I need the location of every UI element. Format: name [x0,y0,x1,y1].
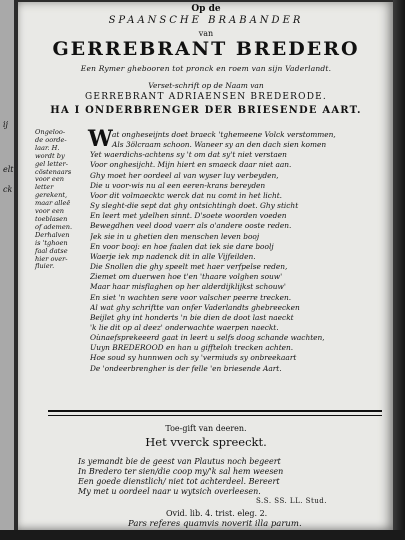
book-page [18,2,394,532]
anagram-subtitle: Verset-schrift op de Naam van [148,81,264,90]
poem-line: Bewegdhen veel dood vaerr als o'andere ooste reden. [90,221,292,231]
divider-thin [48,415,382,416]
book-bottom-edge [0,530,405,540]
citation: Ovid. lib. 4. trist. eleg. 2. [166,509,268,518]
poem-line: Ghy moet her oordeel al van wyser luy verbeyden, [90,170,279,180]
poem-line: Maar haar misflaghen op her alderdijklijkst schouw' [90,282,286,292]
poem-line: Beijlet ghy int honderts 'n bie dien de doot last naeckt [90,312,294,322]
verse-line: Is yemandt bie de geest van Plautus noch begeert [78,457,281,466]
margin-note-line: faal datse [35,246,68,255]
signature: S.S. SS. LL. Stud. [256,497,328,505]
poem-line: Uuyn BREDEROOD en han u giffteloh trecken achten. [90,343,294,353]
margin-note-line: laar. H. [35,143,60,152]
poem-line: Die u voor-wis nu al een eeren-krans bereyden [90,180,266,190]
poem-line: Yet waerdichs-achtens sy 't om dat sy't niet verstaen [90,150,287,160]
book-right-edge [393,0,405,540]
poem-line: Hoe soud sy hunnwen och sy 'vermiuds sy onbreekaart [90,353,297,363]
margin-note-line: Ongeloo- [35,128,66,136]
divider-thick [48,410,382,412]
poem-line: at ongheseijnts doet braeck 'tghemeene Volck verstommen, [112,130,336,139]
poem-line: 'k lie dit op al deez' onderwachte waerpen naeckt. [90,322,279,332]
poem-body [88,126,385,374]
margin-note-line: fluier. [35,262,55,271]
poem-line: En siet 'n wachten sere voor valscher peerre trecken. [90,292,292,302]
margin-note-line: Derhalven [35,230,70,239]
poem-line: Voor onghesijcht. Mijn hiert en smaeck daar niet aan. [90,160,292,170]
poem-line: En leert met ydelhen sinnt. D'soete woorden voeden [90,211,287,221]
prev-page-fragment: ck [3,185,13,194]
margin-note-line: de oorde- [35,135,67,144]
poem-line: Ziemet om duerwen hoe t'en 'thaare volghen souw' [90,272,283,282]
verse-line: In Bredero ter sien/die coop my/'k sal hem weesen [78,467,284,476]
margin-note-line: wordt by [35,151,65,160]
header-spaansche-brabander: SPAANSCHE BRABANDER [108,15,304,26]
tagline: Een Rymer ghebooren tot pronck en roem van sijn Vaderlandt. [80,64,332,73]
poem-line: Waerje iek mp nadenck dit in alle Vijfeilden. [90,251,256,261]
margin-note-line: of ademen. [35,222,73,231]
margin-note [35,129,85,271]
margin-note-line: gel letter- [35,159,68,168]
poem-line: Voor dit volmaecktc werck dat nu comt in het licht. [90,190,283,200]
margin-note-line: hier over- [35,254,68,263]
verse-line: Een goede dienstlich/ niet tot achterdeel. Bereert [78,477,280,486]
author-name: GERREBRANT BREDERO [52,38,360,60]
poem-line: Die Snollen die ghy speelt met haer verfpelse reden, [90,262,288,272]
poem-line: Jek sie in u ghetien den menschen leven booj [90,231,260,241]
header-line-op-de: Op de [191,4,221,14]
poem-line: En voor booj: en hoe faalen dat iek sie dare boolj [90,241,274,251]
latin-quote: Pars referes quamvis noverit illa parum. [128,519,302,529]
full-name: GERREBRANT ADRIAENSEN BREDERODE. [85,92,327,102]
poem-line: Oùnaefsprekeeerd gaat in leert u selfs doog schande wachten, [90,333,325,343]
margin-note-line: gerekent, [35,191,68,200]
section-title: Toe-gift van deeren. [165,424,247,433]
margin-note-line: maar alleē [35,199,71,208]
poem-line: Al wat ghy schriftte van onfer Vaderlandts ghebreecken [90,302,300,312]
verse-line: My met u oordeel naar u wytsich overleesen. [78,487,261,496]
margin-note-line: cöstenaars [35,167,72,176]
anagram-line: HA I ONDERBRENGER DER BRIESENDE AART. [50,105,362,116]
margin-note-line: letter [35,183,54,192]
closing-verse [78,457,378,497]
poem-line: De 'ondeerbrengher is der felle 'en briesende Aart. [90,363,282,373]
margin-note-line: is 'tghoen [35,238,68,247]
drop-cap: W [88,126,113,152]
previous-page-edge [0,0,14,540]
margin-note-line: voor een [35,175,64,184]
prev-page-fragment: ij [3,120,9,129]
margin-note-line: toeblasen [35,214,68,223]
margin-note-line: voor een [35,207,64,216]
prev-page-fragment: elt [3,165,14,174]
poem-line: Sy sleght-die sept dat ghy ontsichtingh doet. Ghy sticht [90,201,299,211]
poem-line: Als 3ölcraam schoon. Waneer sy an den dach sien komen [112,140,327,150]
header-van: van [198,29,214,38]
section-heading: Het vverck spreeckt. [145,435,267,449]
